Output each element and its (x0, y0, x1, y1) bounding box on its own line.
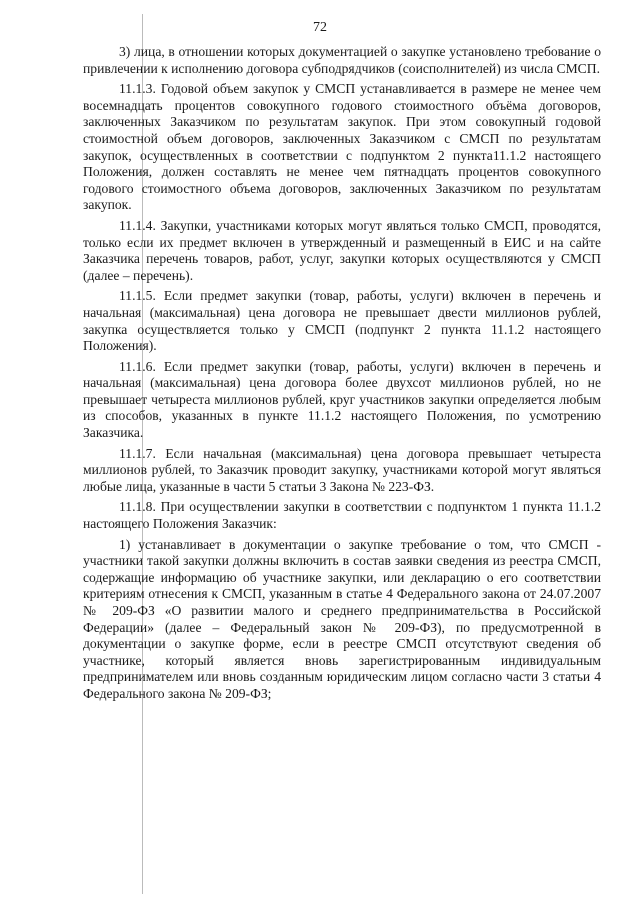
paragraph-11-1-4: 11.1.4. Закупки, участниками которых могут являться только СМСП, проводятся, только если их предмет включен в утвержденный и размещенный в ЕИС и на сайте Заказчика перечень товаров, работ, услуг, закупки которых осуществляются у СМСП (далее – перечень). (83, 217, 601, 283)
document-body (83, 44, 601, 703)
paragraph-3-subcontractors: 3) лица, в отношении которых документацией о закупке установлено требование о привлечении к исполнению договора субподрядчиков (соисполнителей) из числа СМСП. (83, 44, 601, 76)
paragraph-11-1-7: 11.1.7. Если начальная (максимальная) цена договора превышает четыреста миллионов рублей, то Заказчик проводит закупку, участниками которой могут являться любые лица, указанные в части 5 статьи 3 Закона № 223-ФЗ. (83, 445, 601, 494)
paragraph-11-1-5: 11.1.5. Если предмет закупки (товар, работы, услуги) включен в перечень и начальная (максимальная) цена договора не превышает двести миллионов рублей, закупка осуществляется только у СМСП (подпункт 2 пункта 11.1.2 настоящего Положения). (83, 288, 601, 354)
paragraph-11-1-3: 11.1.3. Годовой объем закупок у СМСП устанавливается в размере не менее чем восемнадцать процентов совокупного годового стоимостного объёма договоров, заключенных Заказчиком по результатам закупок. При этом совокупный годовой стоимостной объем договоров, заключенных Заказчиком с СМСП по результатам закупок, осуществленных в соответствии с подпунктом 2 пункта11.1.2 настоящего Положения, должен составлять не менее чем пятнадцать процентов совокупного годового стоимостного объема договоров, заключенных Заказчиком по результатам закупок. (83, 81, 601, 213)
page-number: 72 (313, 20, 327, 35)
paragraph-11-1-8-item-1: 1) устанавливает в документации о закупке требование о том, что СМСП - участники такой закупки должны включить в состав заявки сведения из реестра СМСП, содержащие информацию об участнике закупки, или декларацию о его соответствии критериям отнесения к СМСП, указанным в статье 4 Федерального закона от 24.07.2007 № 209-ФЗ «О развитии малого и среднего предпринимательства в Российской Федерации» (далее – Федеральный закон № 209-ФЗ), по предусмотренной в документации о закупке форме, если в реестре СМСП отсутствуют сведения об участнике, который является вновь зарегистрированным индивидуальным предпринимателем или вновь созданным юридическим лицом согласно части 3 статьи 4 Федерального закона № 209-ФЗ; (83, 536, 601, 701)
paragraph-11-1-6: 11.1.6. Если предмет закупки (товар, работы, услуги) включен в перечень и начальная (максимальная) цена договора более двухсот миллионов рублей, но не превышает четыреста миллионов рублей, круг участников закупки определяется любым из способов, указанных в пункте 11.1.2 настоящего Положения, по усмотрению Заказчика. (83, 358, 601, 441)
paragraph-11-1-8: 11.1.8. При осуществлении закупки в соответствии с подпунктом 1 пункта 11.1.2 настоящего Положения Заказчик: (83, 499, 601, 532)
